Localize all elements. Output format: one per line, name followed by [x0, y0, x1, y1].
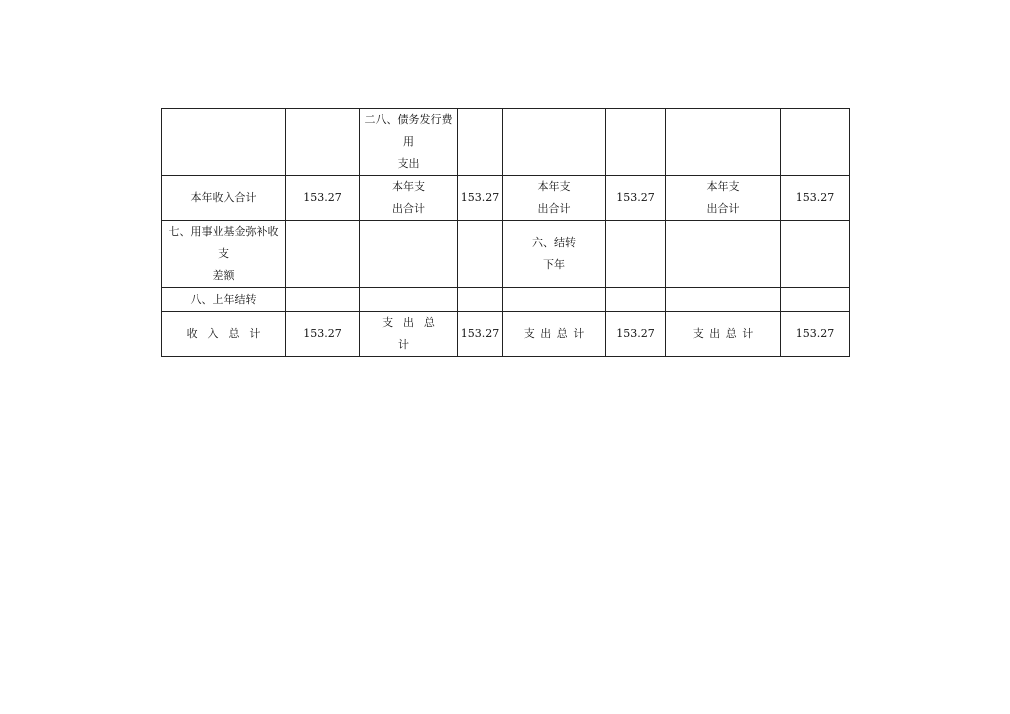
expenditure-amount-cell [781, 221, 850, 288]
table-row [162, 109, 850, 176]
income-total-amount: 153.27 [286, 312, 360, 357]
table-row [162, 176, 850, 221]
expenditure-amount-cell [606, 221, 666, 288]
expenditure-amount-cell [458, 109, 503, 176]
expenditure-total-amount: 153.27 [458, 312, 503, 357]
income-amount-cell [286, 288, 360, 312]
expenditure-total-label: 支出总计 [666, 312, 781, 357]
income-item-cell: 七、用事业基金弥补收支 差额 [162, 221, 286, 288]
expenditure-item-cell [503, 288, 606, 312]
expenditure-amount-cell [606, 109, 666, 176]
expenditure-item-cell [666, 221, 781, 288]
expenditure-amount-cell: 153.27 [458, 176, 503, 221]
expenditure-item-cell: 本年支 出合计 [666, 176, 781, 221]
expenditure-amount-cell: 153.27 [781, 176, 850, 221]
expenditure-item-cell [360, 221, 458, 288]
expenditure-total-label: 支出总计 [360, 312, 458, 357]
expenditure-amount-cell [781, 288, 850, 312]
expenditure-item-cell [666, 288, 781, 312]
table-row [162, 288, 850, 312]
income-item-cell: 八、上年结转 [162, 288, 286, 312]
expenditure-total-label: 支出总计 [503, 312, 606, 357]
income-amount-cell [286, 109, 360, 176]
expenditure-item-cell: 本年支 出合计 [360, 176, 458, 221]
expenditure-amount-cell [458, 221, 503, 288]
expenditure-item-cell [360, 288, 458, 312]
income-amount-cell: 153.27 [286, 176, 360, 221]
income-total-label: 收入总计 [162, 312, 286, 357]
expenditure-item-cell [503, 109, 606, 176]
income-item-cell: 本年收入合计 [162, 176, 286, 221]
income-item-cell [162, 109, 286, 176]
expenditure-item-cell: 二八、债务发行费用 支出 [360, 109, 458, 176]
expenditure-total-amount: 153.27 [606, 312, 666, 357]
table-row [162, 221, 850, 288]
expenditure-amount-cell [606, 288, 666, 312]
expenditure-total-amount: 153.27 [781, 312, 850, 357]
expenditure-item-cell [666, 109, 781, 176]
expenditure-amount-cell: 153.27 [606, 176, 666, 221]
budget-summary-table [161, 108, 850, 357]
expenditure-item-cell: 本年支 出合计 [503, 176, 606, 221]
expenditure-amount-cell [458, 288, 503, 312]
expenditure-item-cell: 六、结转 下年 [503, 221, 606, 288]
expenditure-amount-cell [781, 109, 850, 176]
table-row [162, 312, 850, 357]
income-amount-cell [286, 221, 360, 288]
